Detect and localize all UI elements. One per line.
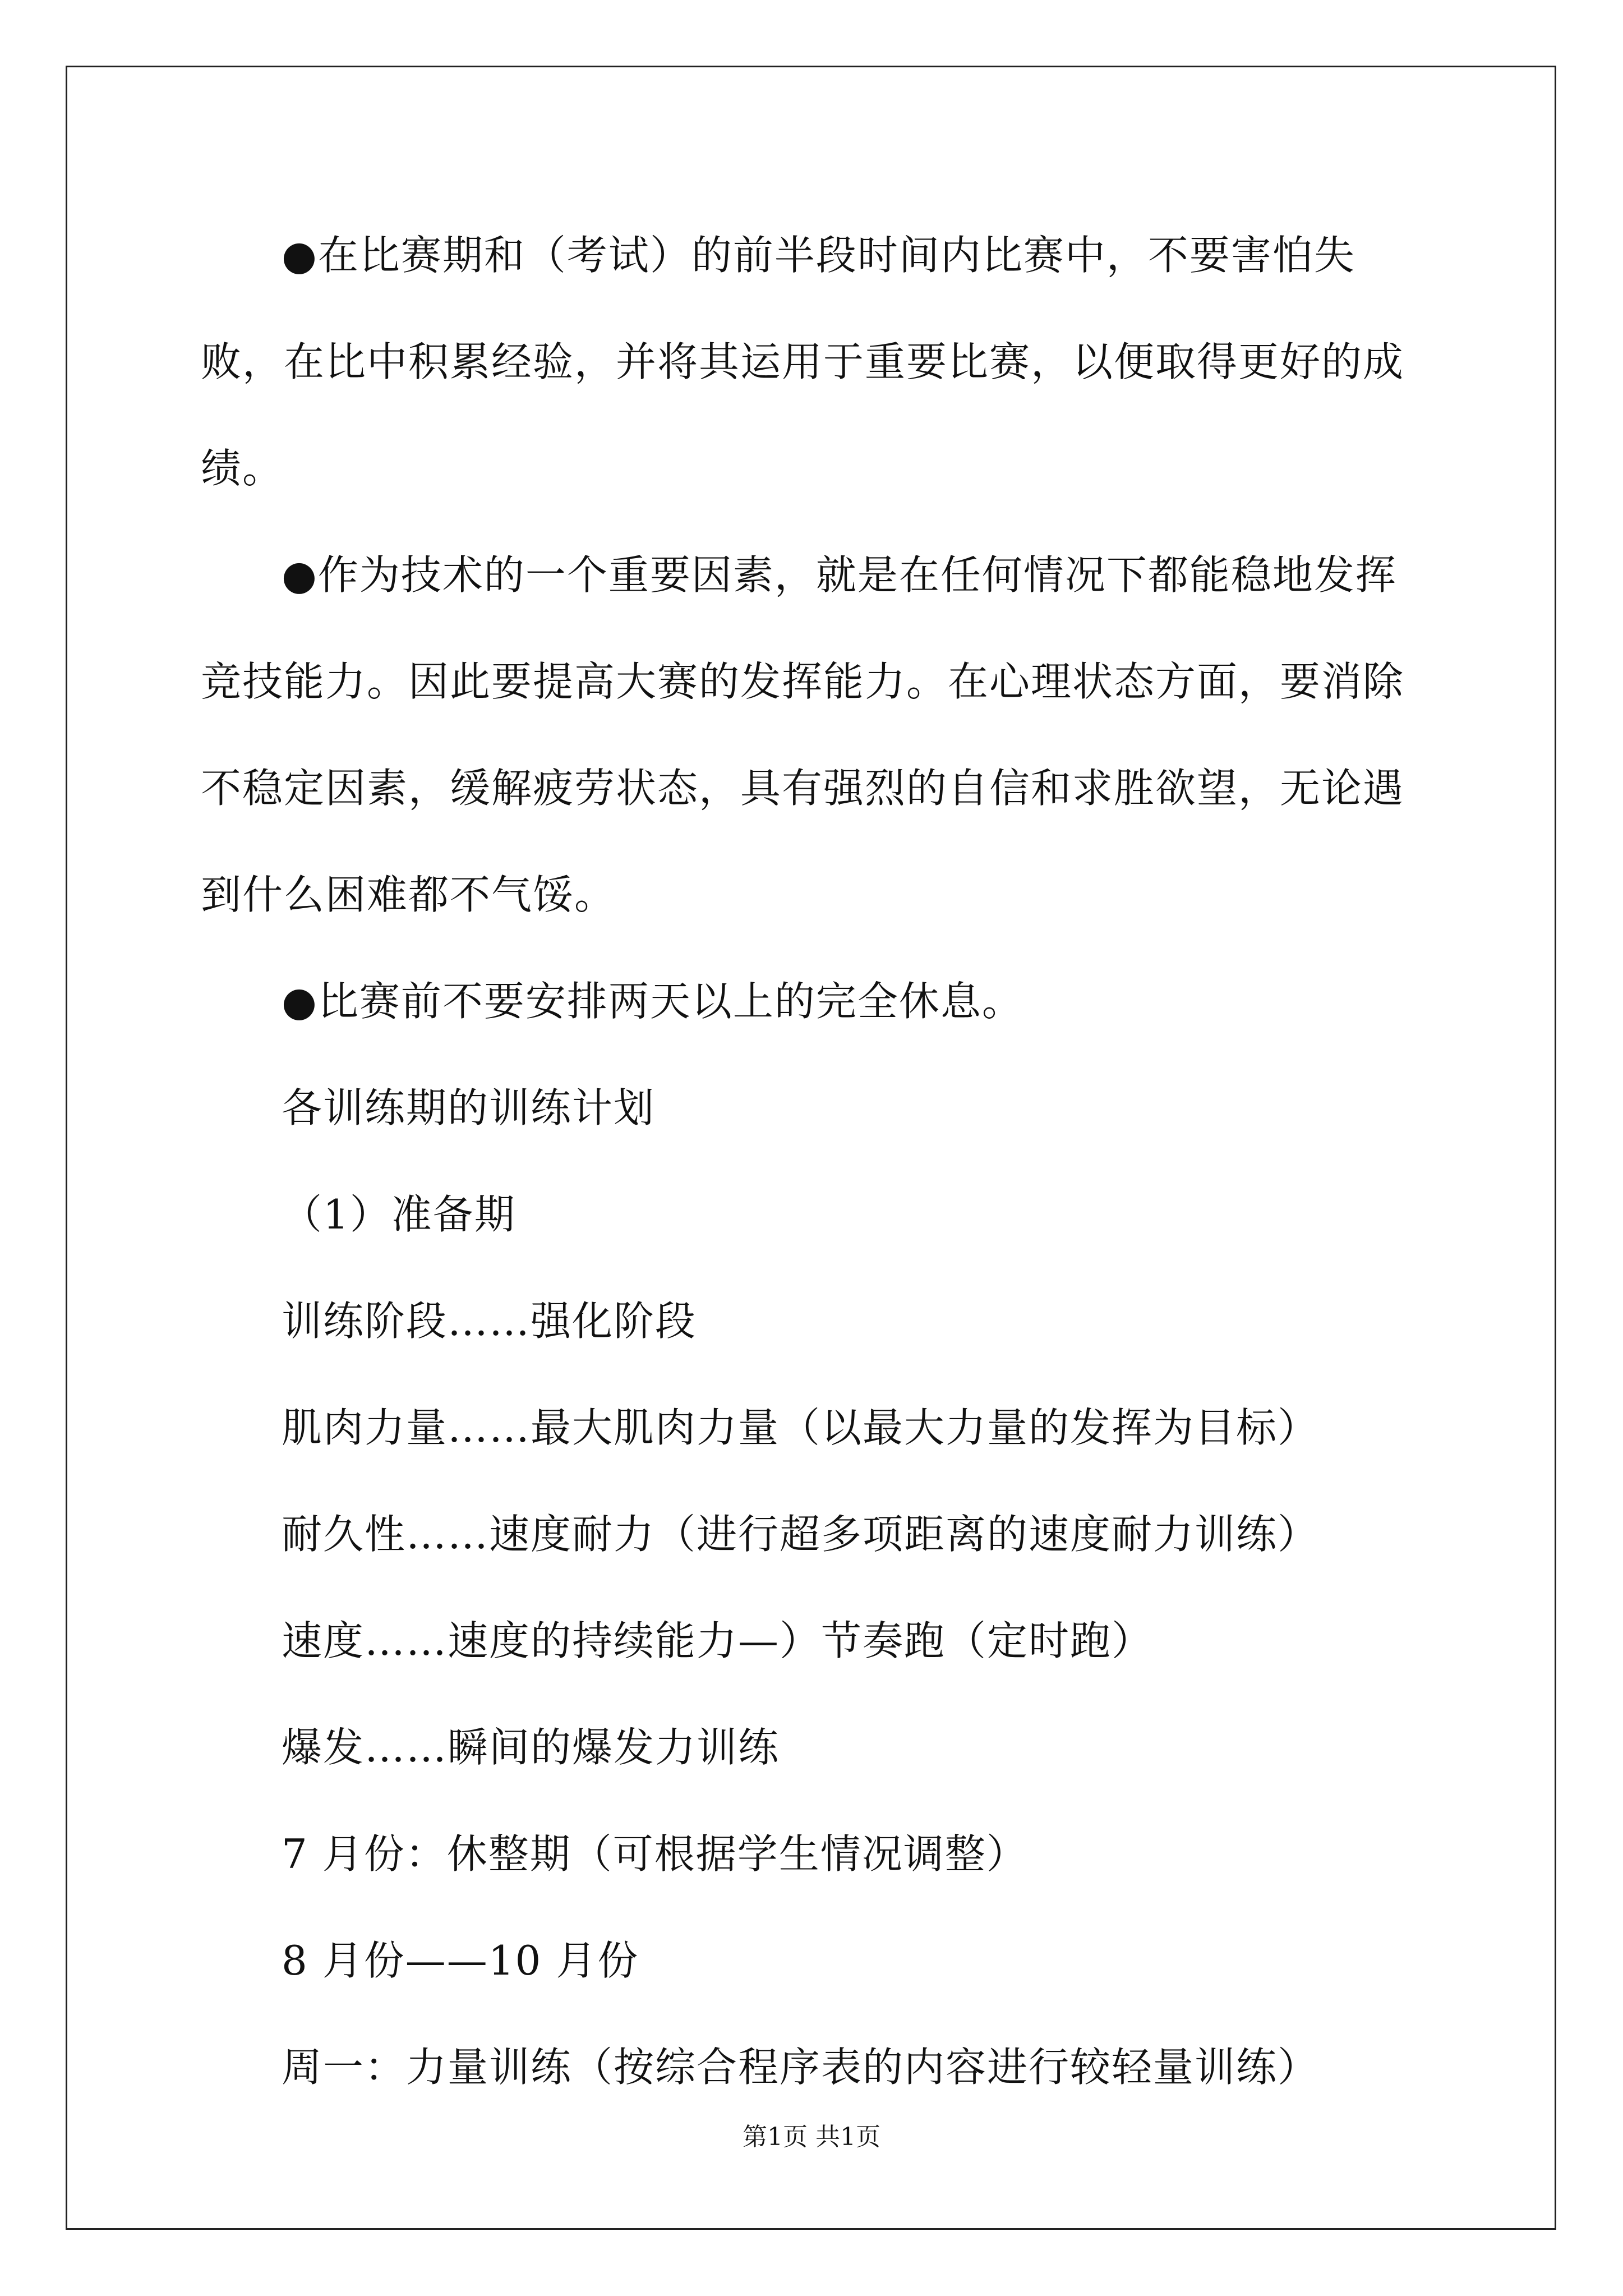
plan-line-endurance: 耐久性……速度耐力（进行超多项距离的速度耐力训练） [282, 1511, 1320, 1558]
plan-line-explosive: 爆发……瞬间的爆发力训练 [282, 1724, 780, 1771]
document-body [201, 202, 1429, 2120]
page-footer: 第1页 共1页 [743, 2123, 880, 2151]
plan-line-monday: 周一：力量训练（按综合程序表的内容进行较轻量训练） [282, 2044, 1320, 2091]
plan-line-muscle-strength: 肌肉力量……最大肌肉力量（以最大力量的发挥为目标） [282, 1404, 1320, 1451]
paragraph-2: ●作为技术的一个重要因素，就是在任何情况下都能稳地发挥竞技能力。因此要提高大赛的发挥能力。在心理状态方面，要消除不稳定因素，缓解疲劳状态，具有强烈的自信和求胜欲望，无论遇到什么困难都不气馁。 [201, 551, 1405, 918]
subsection-heading: （1）准备期 [282, 1191, 516, 1238]
plan-line-training-stage: 训练阶段……强化阶段 [282, 1297, 697, 1345]
paragraph-1: ●在比赛期和（考试）的前半段时间内比赛中，不要害怕失败，在比中积累经验，并将其运用于重要比赛，以便取得更好的成绩。 [201, 232, 1405, 492]
paragraph-3: ●比赛前不要安排两天以上的完全休息。 [282, 978, 1023, 1025]
plan-line-aug-oct: 8 月份——10 月份 [282, 1937, 639, 1984]
plan-line-july: 7 月份：休整期（可根据学生情况调整） [282, 1830, 1028, 1878]
plan-line-speed: 速度……速度的持续能力—）节奏跑（定时跑） [282, 1617, 1154, 1664]
section-heading: 各训练期的训练计划 [282, 1084, 656, 1131]
